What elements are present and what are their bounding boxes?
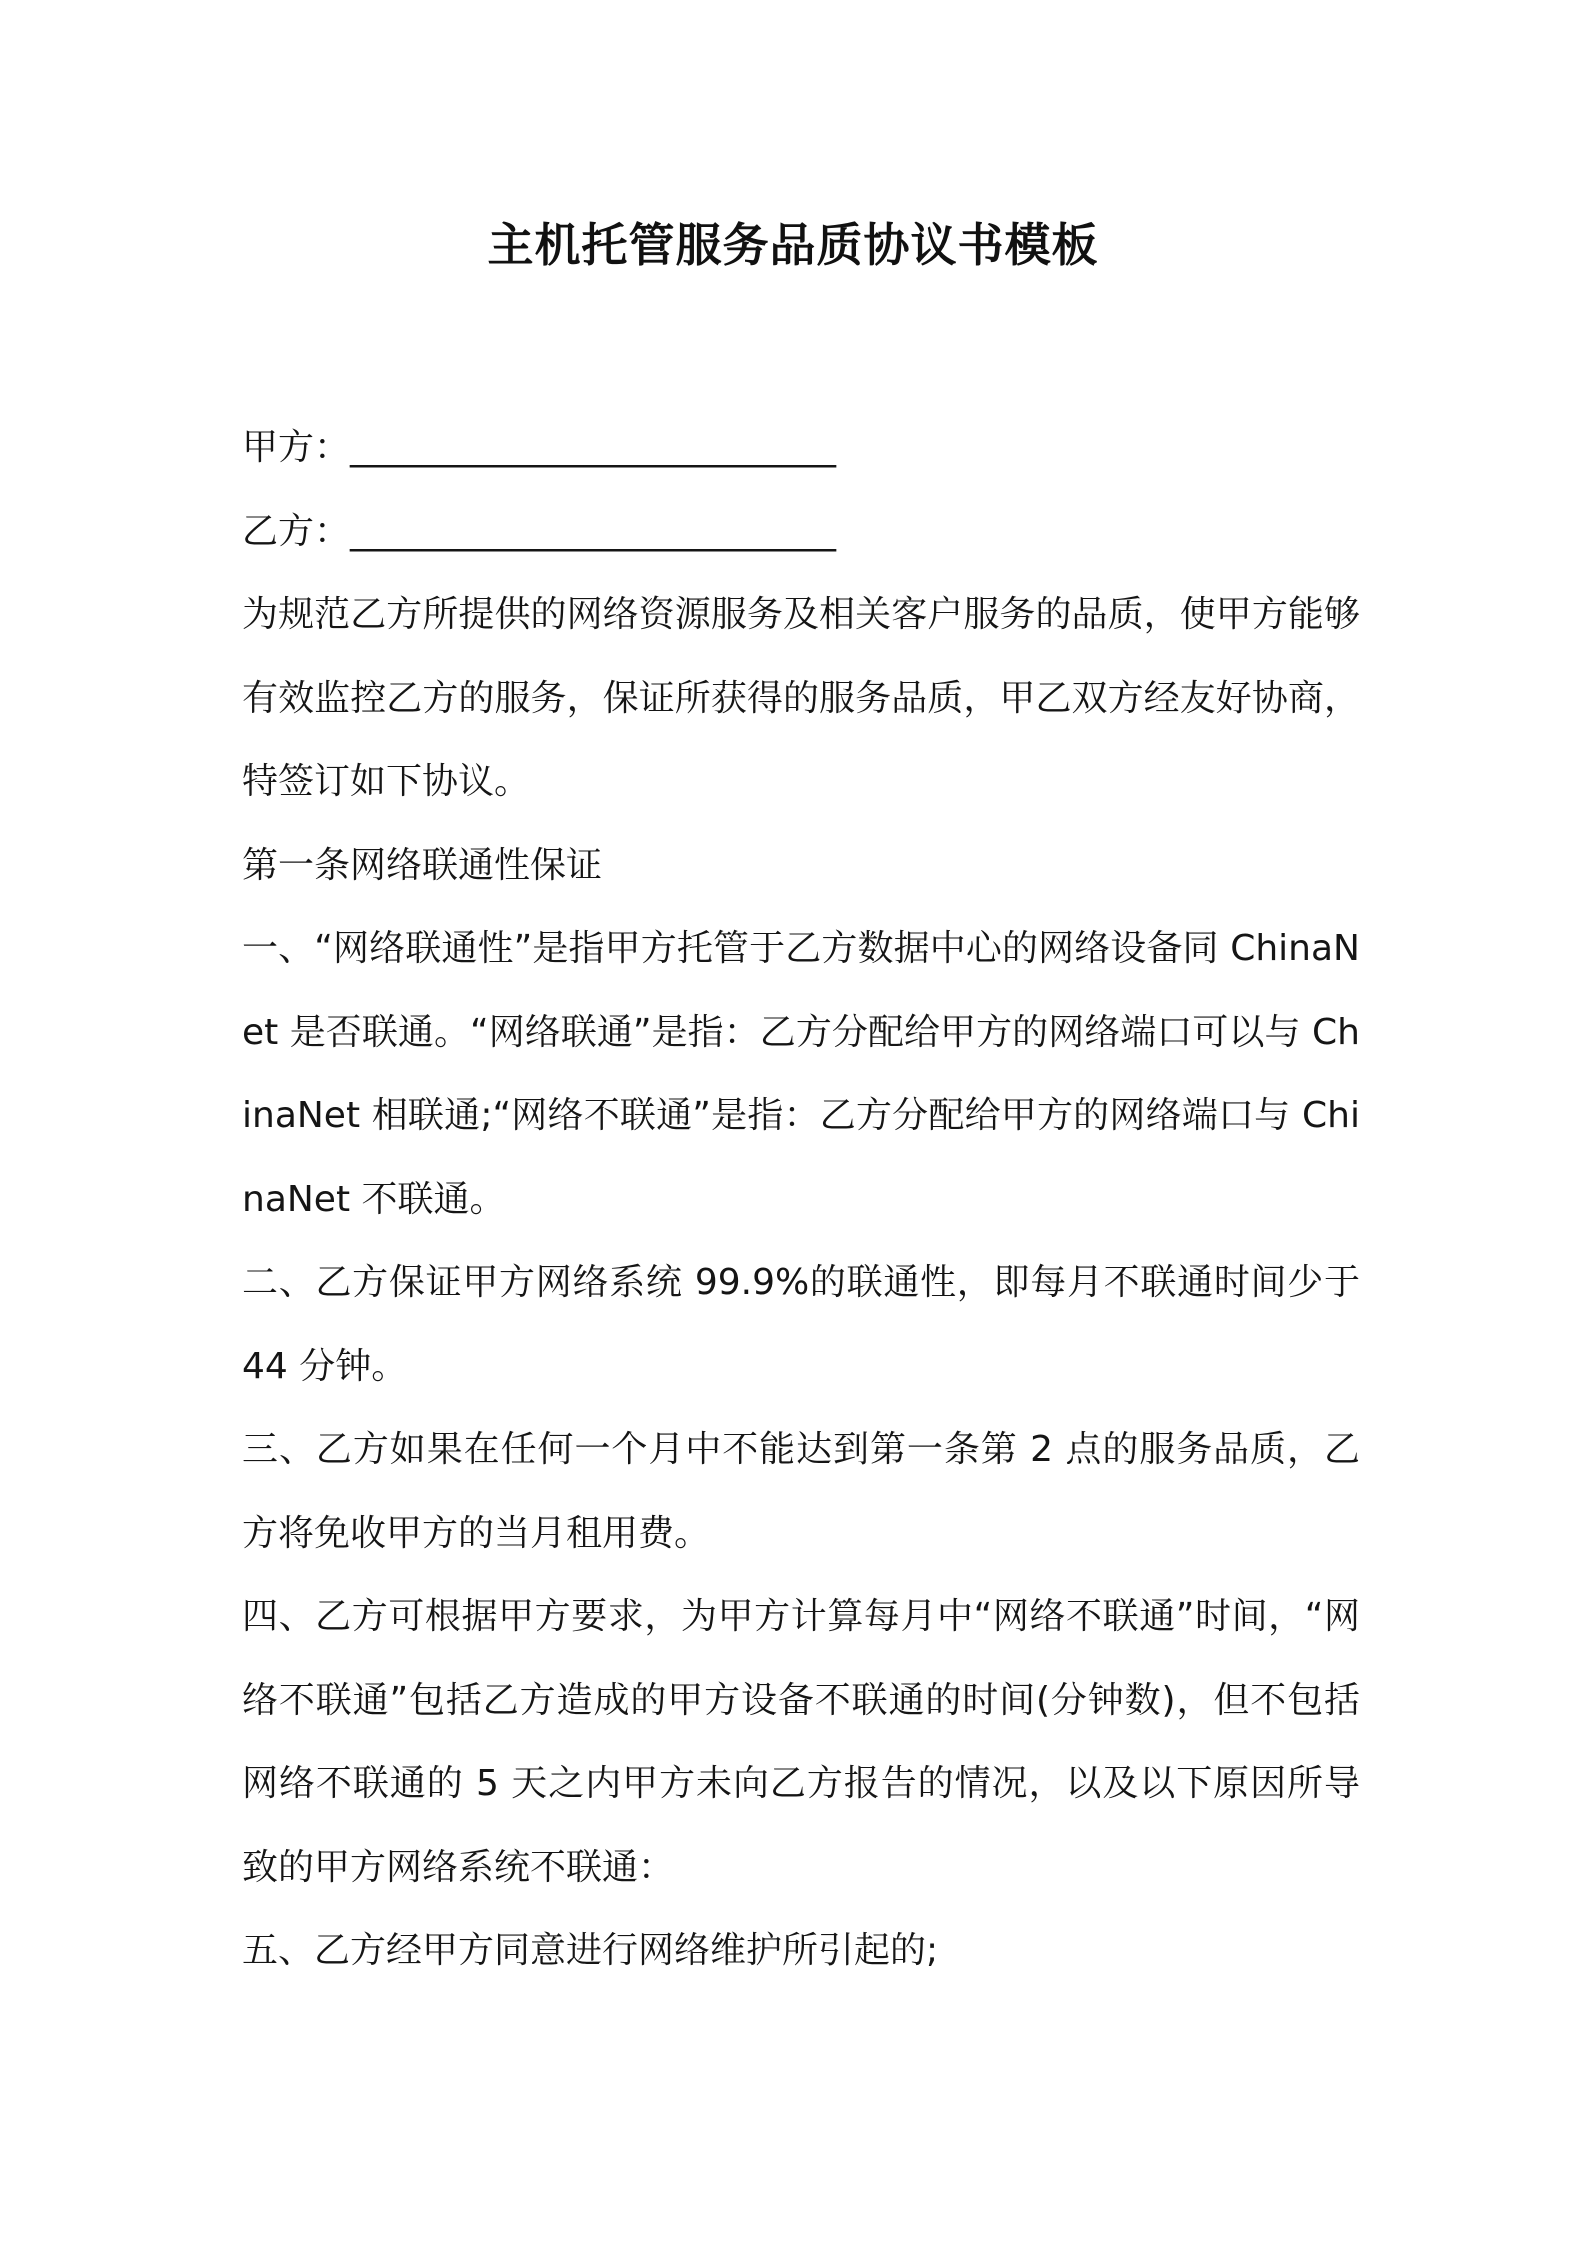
clause-1-paragraph: 一、“网络联通性”是指甲方托管于乙方数据中心的网络设备同 ChinaNet 是否联通。“网络联通”是指：乙方分配给甲方的网络端口可以与 ChinaNet 相联通;“网络不联通”是指：乙方分配给甲方的网络端口与 ChinaNet 不联通。	[242, 928, 1360, 1220]
intro-paragraph: 为规范乙方所提供的网络资源服务及相关客户服务的品质，使甲方能够有效监控乙方的服务，保证所获得的服务品质，甲乙双方经友好协商，特签订如下协议。	[242, 594, 1360, 802]
clause-4-paragraph: 四、乙方可根据甲方要求，为甲方计算每月中“网络不联通”时间，“网络不联通”包括乙方造成的甲方设备不联通的时间(分钟数)，但不包括网络不联通的 5 天之内甲方未向乙方报告的情况，以及以下原因所导致的甲方网络系统不联通：	[242, 1596, 1360, 1888]
clause-3-paragraph: 三、乙方如果在任何一个月中不能达到第一条第 2 点的服务品质，乙方将免收甲方的当月租用费。	[242, 1429, 1360, 1554]
clause-2-paragraph: 二、乙方保证甲方网络系统 99.9%的联通性，即每月不联通时间少于 44 分钟。	[242, 1262, 1360, 1387]
party-a-line: 甲方：___________________________	[242, 427, 837, 468]
document-title: 主机托管服务品质协议书模板	[487, 218, 1099, 272]
document-body	[242, 406, 1360, 1993]
party-b-line: 乙方：___________________________	[242, 510, 837, 552]
article-1-heading: 第一条网络联通性保证	[242, 844, 603, 886]
clause-5-paragraph: 五、乙方经甲方同意进行网络维护所引起的;	[242, 1930, 939, 1971]
